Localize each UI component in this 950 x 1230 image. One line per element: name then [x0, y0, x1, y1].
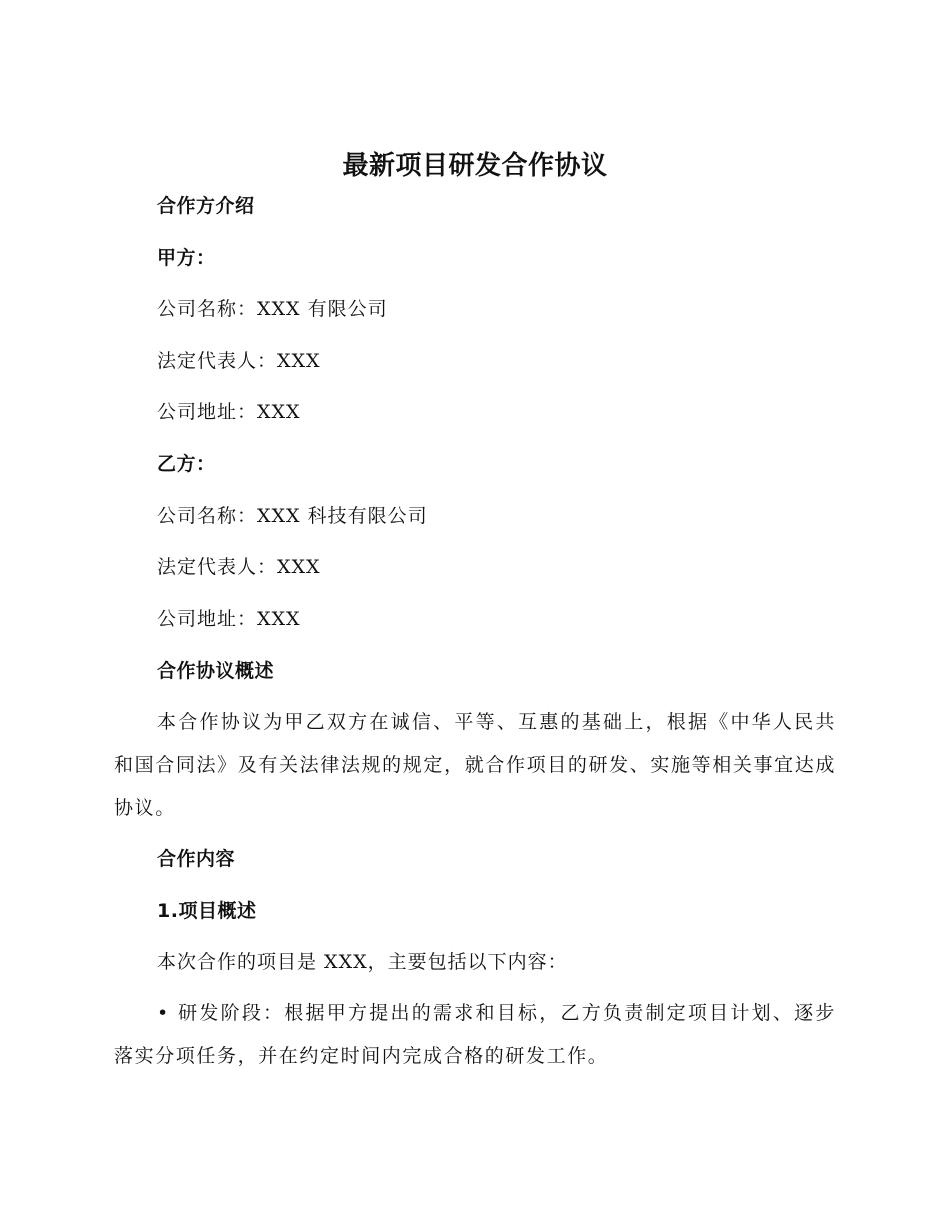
parties-heading: 合作方介绍	[157, 195, 255, 217]
rd-stage-item: • 研发阶段：根据甲方提出的需求和目标，乙方负责制定项目计划、逐步落实分项任务，并在约定时间内完成合格的研发工作。	[114, 1002, 836, 1067]
project-intro: 本次合作的项目是 XXX，主要包括以下内容：	[157, 951, 568, 973]
party-a-company-name: 公司名称：XXX 有限公司	[157, 298, 388, 320]
party-b-legal-rep: 法定代表人：XXX	[157, 556, 321, 578]
party-b-label: 乙方：	[157, 453, 216, 475]
project-overview-heading: 1.项目概述	[157, 900, 257, 922]
content-heading: 合作内容	[157, 848, 236, 870]
party-b-address: 公司地址：XXX	[157, 608, 301, 630]
party-b-company-name: 公司名称：XXX 科技有限公司	[157, 505, 428, 527]
party-a-legal-rep: 法定代表人：XXX	[157, 350, 321, 372]
party-a-label: 甲方：	[157, 247, 216, 269]
overview-paragraph: 本合作协议为甲乙双方在诚信、平等、互惠的基础上，根据《中华人民共和国合同法》及有关法律法规的规定，就合作项目的研发、实施等相关事宜达成协议。	[114, 711, 836, 819]
overview-heading: 合作协议概述	[157, 660, 275, 682]
party-a-address: 公司地址：XXX	[157, 401, 301, 423]
document-title: 最新项目研发合作协议	[342, 151, 608, 181]
